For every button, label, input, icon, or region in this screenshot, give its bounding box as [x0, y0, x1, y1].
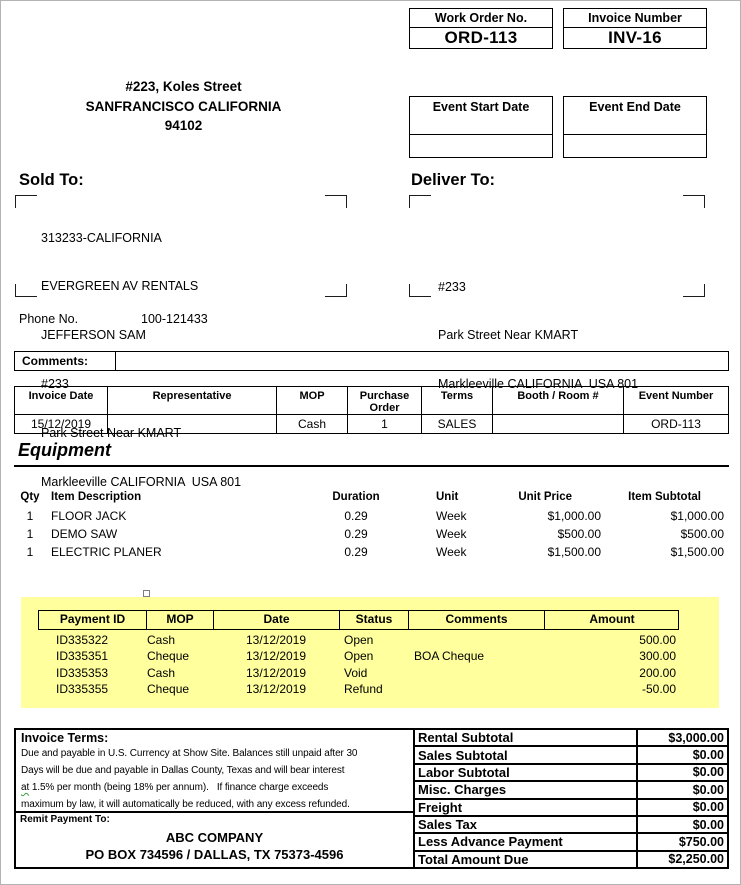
payment-cell-id: ID335351 [56, 649, 109, 664]
work-order-value-box [409, 27, 553, 49]
payment-cell-date: 13/12/2019 [245, 649, 307, 664]
invoice-terms-line: Days will be due and payable in Dallas County, Texas and will bear interest [21, 765, 345, 776]
work-order-value: ORD-113 [444, 28, 518, 47]
payment-cell-id: ID335355 [56, 681, 109, 696]
totals-label: Rental Subtotal [415, 730, 638, 745]
order-info-table [14, 386, 729, 434]
equipment-rule [14, 465, 729, 467]
payment-row [38, 666, 679, 682]
equipment-cell-description: DEMO SAW [51, 527, 118, 541]
invoice-terms-title: Invoice Terms: [21, 731, 109, 745]
comments-label: Comments: [15, 352, 116, 370]
totals-value: $0.00 [692, 765, 724, 780]
equipment-row [14, 527, 729, 545]
phone-label: Phone No. [19, 312, 79, 326]
payment-row [38, 649, 679, 665]
invoice-terms-line: Due and payable in U.S. Currency at Show Site. Balances still unpaid after 30 [21, 748, 358, 759]
totals-row [415, 765, 727, 782]
order-info-header: Invoice Date [15, 387, 108, 415]
company-address-line1: #223, Koles Street [125, 79, 242, 94]
order-info-cell-event-number: ORD-113 [651, 417, 701, 431]
payment-cell-status: Open [344, 633, 374, 647]
company-address [6, 77, 361, 136]
equipment-row [14, 509, 729, 527]
invoice-terms-line [21, 779, 408, 796]
totals-row [415, 782, 727, 799]
order-info-header: Purchase Order [348, 387, 422, 415]
deliver-to-corner-mark-bl [409, 284, 431, 297]
remit-company-address: PO BOX 734596 / DALLAS, TX 75373-4596 [85, 847, 344, 862]
totals-row [415, 834, 727, 851]
order-info-cell-mop: Cash [277, 415, 348, 433]
equipment-cell-description: FLOOR JACK [51, 509, 127, 523]
equipment-cell-duration: 0.29 [344, 545, 368, 559]
remit-payment-label: Remit Payment To: [20, 814, 110, 825]
totals-value: $0.00 [692, 800, 724, 815]
order-info-data-row [15, 415, 728, 433]
equipment-cell-item-subtotal: $500.00 [680, 527, 724, 541]
equipment-header-description: Item Description [51, 491, 142, 503]
equipment-cell-unit-price: $1,000.00 [547, 509, 601, 523]
payments-header-row [38, 610, 679, 630]
invoice-number-value: INV-16 [608, 28, 662, 47]
payment-cell-amount: 200.00 [639, 665, 676, 680]
totals-row [415, 800, 727, 817]
payment-cell-comments [408, 633, 544, 649]
payment-cell-mop: Cheque [147, 649, 190, 664]
payment-row [38, 633, 679, 649]
totals-row [415, 817, 727, 834]
equipment-row [14, 545, 729, 563]
summary-table [14, 728, 729, 869]
deliver-to-line: #233 [438, 279, 466, 294]
invoice-terms [16, 730, 413, 813]
totals-label: Less Advance Payment [415, 834, 638, 849]
order-info-cell-booth-room [493, 415, 624, 433]
payment-cell-amount: 300.00 [639, 649, 676, 664]
totals-value: $0.00 [692, 782, 724, 797]
remit-payment-section [16, 813, 413, 867]
payment-cell-amount: 500.00 [639, 633, 676, 647]
order-info-cell-representative [108, 415, 277, 433]
totals-pane [415, 730, 727, 867]
payment-cell-comments [408, 682, 544, 698]
equipment-cell-item-subtotal: $1,000.00 [670, 509, 724, 523]
sold-to-corner-mark-br [325, 284, 347, 297]
totals-label: Freight [415, 800, 638, 815]
payments-header-payment-id: Payment ID [39, 611, 147, 629]
payments-header-amount: Amount [589, 612, 635, 626]
equipment-header-qty: Qty [20, 491, 40, 503]
invoice-number-label-box [563, 8, 707, 28]
remit-company-name: ABC COMPANY [165, 830, 264, 845]
payment-cell-amount: -50.00 [641, 681, 676, 696]
payment-cell-date: 13/12/2019 [245, 633, 307, 647]
order-info-header: Event Number [624, 387, 728, 415]
sold-to-line: 313233-CALIFORNIA [41, 230, 162, 245]
totals-label: Sales Tax [415, 817, 638, 832]
payment-cell-comments: BOA Cheque [414, 649, 485, 664]
payment-cell-comments [408, 666, 544, 682]
equipment-header-item-subtotal: Item Subtotal [628, 491, 701, 503]
event-end-date-box [563, 96, 707, 158]
equipment-cell-unit: Week [436, 509, 467, 523]
event-start-date-label: Event Start Date [410, 97, 552, 135]
equipment-header-row [14, 491, 729, 509]
event-start-date-value [410, 135, 552, 155]
deliver-to-heading: Deliver To: [411, 171, 496, 189]
order-info-header: MOP [277, 387, 348, 415]
order-info-header: Booth / Room # [493, 387, 624, 415]
terms-and-remit-pane [16, 730, 415, 867]
invoice-terms-line: maximum by law, it will automatically be reduced, with any excess refunded. [21, 799, 350, 810]
comments-box [14, 351, 729, 371]
payment-cell-id: ID335322 [56, 633, 109, 647]
deliver-to-line: Markleeville CALIFORNIA USA 801 [438, 377, 639, 392]
equipment-cell-qty: 1 [26, 527, 34, 541]
order-info-cell-terms: SALES [422, 415, 493, 433]
event-start-date-box [409, 96, 553, 158]
company-address-line2: SANFRANCISCO CALIFORNIA [85, 98, 282, 114]
sold-to-heading: Sold To: [19, 171, 84, 189]
payments-header-status: Status [340, 611, 409, 629]
totals-label: Labor Subtotal [415, 765, 638, 780]
payment-cell-status: Open [344, 649, 374, 664]
payments-header-mop: MOP [147, 611, 214, 629]
payment-cell-mop: Cash [147, 665, 176, 680]
event-end-date-value [564, 135, 706, 155]
totals-value: $3,000.00 [668, 730, 724, 745]
equipment-cell-item-subtotal: $1,500.00 [670, 545, 724, 559]
equipment-cell-unit: Week [436, 545, 467, 559]
sold-to-line: Markleeville CALIFORNIA USA 801 [41, 475, 242, 490]
order-info-cell-purchase-order: 1 [348, 415, 422, 433]
equipment-cell-qty: 1 [26, 545, 34, 559]
payment-cell-status: Void [344, 665, 368, 680]
sold-to-corner-mark-tl [15, 195, 37, 208]
deliver-to-line: Park Street Near KMART [438, 328, 579, 343]
totals-label: Sales Subtotal [415, 747, 638, 762]
totals-value: $2,250.00 [668, 852, 724, 867]
payments-header-comments: Comments [409, 611, 545, 629]
event-end-date-label: Event End Date [564, 97, 706, 135]
equipment-header-unit-price: Unit Price [518, 491, 572, 503]
sold-to-line: EVERGREEN AV RENTALS [41, 279, 199, 294]
comments-value [116, 352, 728, 370]
payment-cell-mop: Cash [147, 633, 176, 647]
payment-cell-status: Refund [344, 681, 383, 696]
totals-value: $750.00 [678, 834, 724, 849]
equipment-cell-unit-price: $500.00 [557, 527, 601, 541]
payment-cell-date: 13/12/2019 [245, 681, 307, 696]
invoice-number-value-box [563, 27, 707, 49]
work-order-label-box [409, 8, 553, 28]
equipment-cell-qty: 1 [26, 509, 34, 523]
payment-cell-date: 13/12/2019 [245, 665, 307, 680]
invoice-number-label: Invoice Number [588, 11, 682, 25]
payments-rows [38, 633, 679, 698]
sold-to-line: Park Street Near KMART [41, 426, 182, 441]
equipment-cell-duration: 0.29 [344, 527, 368, 541]
payment-cell-id: ID335353 [56, 665, 109, 680]
sold-to-corner-mark-bl [15, 284, 37, 297]
totals-row-total-amount-due [415, 852, 727, 867]
payments-header-date: Date [214, 611, 340, 629]
sold-to-line: #233 [41, 377, 69, 392]
order-info-header: Terms [422, 387, 493, 415]
payments-table [38, 610, 679, 698]
equipment-cell-description: ELECTRIC PLANER [51, 545, 162, 559]
order-info-header-row [15, 387, 728, 415]
equipment-section-title: Equipment [18, 440, 111, 460]
equipment-header-unit: Unit [436, 491, 459, 503]
phone-value: 100-121433 [141, 312, 208, 326]
order-info-cell-invoice-date: 15/12/2019 [15, 415, 108, 433]
totals-row [415, 730, 727, 747]
totals-value: $0.00 [692, 748, 724, 763]
totals-label: Total Amount Due [415, 852, 638, 867]
work-order-label: Work Order No. [434, 11, 528, 25]
totals-row [415, 747, 727, 764]
deliver-to-corner-mark-br [683, 284, 705, 297]
equipment-cell-unit: Week [436, 527, 467, 541]
payment-row [38, 682, 679, 698]
sold-to-corner-mark-tr [325, 195, 347, 208]
sold-to-line: JEFFERSON SAM [41, 328, 146, 343]
payments-highlight-block [21, 597, 719, 708]
payment-cell-mop: Cheque [147, 681, 190, 696]
spellcheck-underlined-word: at [21, 782, 30, 793]
totals-label: Misc. Charges [415, 782, 638, 797]
totals-value: $0.00 [692, 817, 724, 832]
order-info-header: Representative [108, 387, 277, 415]
deliver-to-corner-mark-tl [409, 195, 431, 208]
company-address-line3: 94102 [164, 118, 203, 133]
invoice-terms-line-rest: 1.5% per month (being 18% per annum). If finance charge exceeds [29, 782, 329, 793]
equipment-cell-unit-price: $1,500.00 [547, 545, 601, 559]
small-square-marker-icon [143, 590, 150, 597]
equipment-cell-duration: 0.29 [344, 509, 368, 523]
deliver-to-corner-mark-tr [683, 195, 705, 208]
equipment-header-duration: Duration [332, 491, 380, 503]
equipment-table [14, 491, 729, 563]
